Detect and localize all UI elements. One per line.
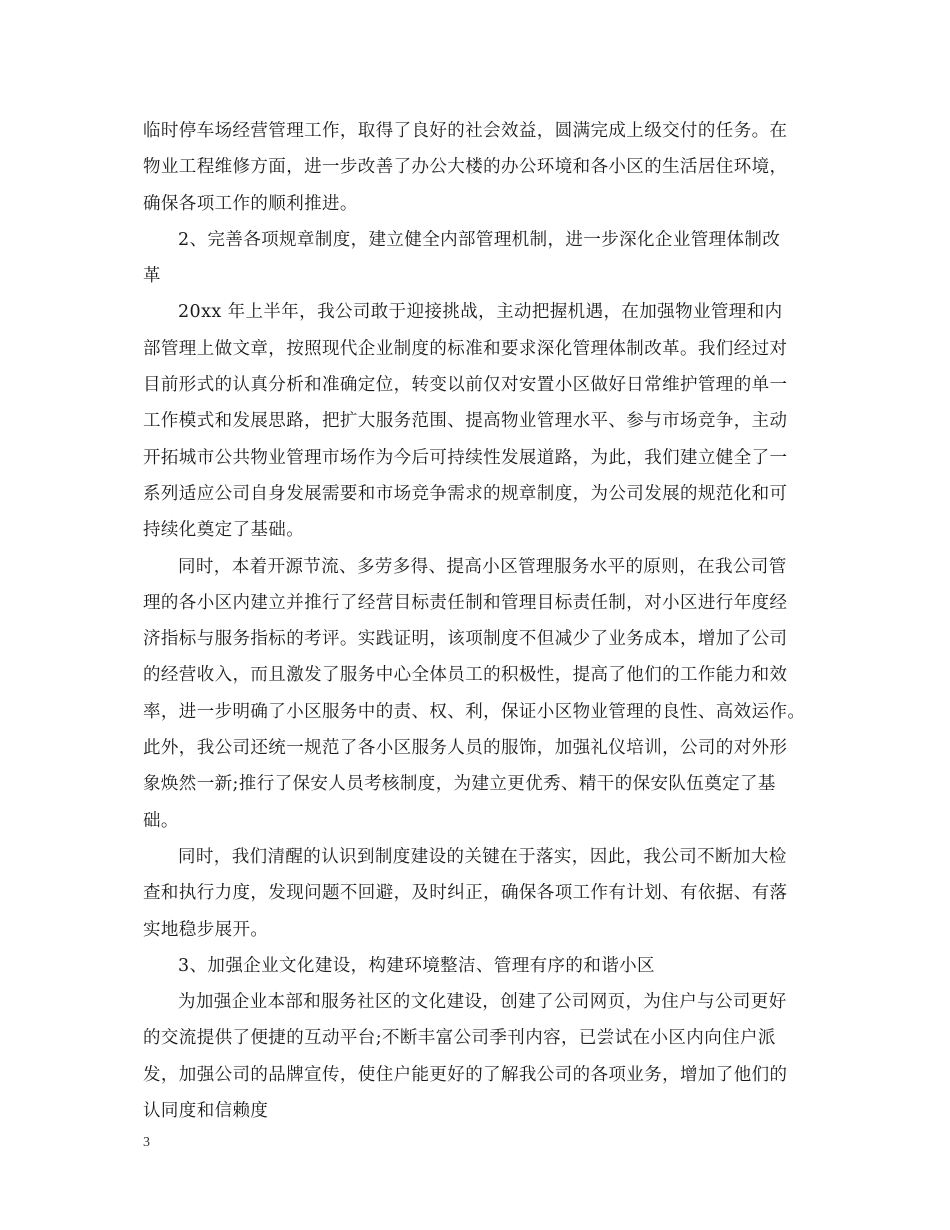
text-line: 确保各项工作的顺利推进。: [143, 193, 358, 214]
text-line: 础。: [143, 810, 179, 831]
section-heading-continued: 革: [143, 266, 161, 287]
text-line: 的交流提供了便捷的互动平台;不断丰富公司季刊内容，已尝试在小区内向住户派: [143, 1028, 776, 1049]
section-heading: 2、完善各项规章制度，建立健全内部管理机制，进一步深化企业管理体制改: [178, 229, 781, 250]
text-line: 象焕然一新;推行了保安人员考核制度，为建立更优秀、精干的保安队伍奠定了基: [143, 774, 776, 795]
text-line: 济指标与服务指标的考评。实践证明，该项制度不但减少了业务成本，增加了公司: [143, 629, 788, 650]
text-line: 率，进一步明确了小区服务中的责、权、利，保证小区物业管理的良性、高效运作。: [143, 701, 806, 722]
text-line: 开拓城市公共物业管理市场作为今后可持续性发展道路，为此，我们建立健全了一: [143, 447, 788, 468]
text-line: 部管理上做文章，按照现代企业制度的标准和要求深化管理体制改革。我们经过对: [143, 338, 788, 359]
document-body: [143, 113, 823, 1129]
paragraph-start: 20xx 年上半年，我公司敢于迎接挑战，主动把握机遇，在加强物业管理和内: [178, 302, 783, 323]
section-heading: 3、加强企业文化建设，构建环境整洁、管理有序的和谐小区: [178, 955, 655, 976]
text-line: 工作模式和发展思路，把扩大服务范围、提高物业管理水平、参与市场竞争，主动: [143, 411, 788, 432]
text-line: 目前形式的认真分析和准确定位，转变以前仅对安置小区做好日常维护管理的单一: [143, 375, 788, 396]
text-line: 系列适应公司自身发展需要和市场竞争需求的规章制度，为公司发展的规范化和可: [143, 483, 788, 504]
text-line: 认同度和信赖度: [143, 1101, 269, 1122]
page-number: 3: [143, 1135, 150, 1150]
text-line: 的经营收入，而且激发了服务中心全体员工的积极性，提高了他们的工作能力和效: [143, 665, 788, 686]
paragraph-start: 同时，我们清醒的认识到制度建设的关键在于落实，因此，我公司不断加大检: [178, 846, 787, 867]
text-line: 物业工程维修方面，进一步改善了办公大楼的办公环境和各小区的生活居住环境，: [143, 157, 788, 178]
paragraph-start: 为加强企业本部和服务社区的文化建设，创建了公司网页，为住户与公司更好: [178, 992, 787, 1013]
paragraph-start: 同时，本着开源节流、多劳多得、提高小区管理服务水平的原则，在我公司管: [178, 556, 787, 577]
text-line: 此外，我公司还统一规范了各小区服务人员的服饰，加强礼仪培训，公司的对外形: [143, 738, 788, 759]
text-line: 实地稳步展开。: [143, 919, 269, 940]
text-line: 理的各小区内建立并推行了经营目标责任制和管理目标责任制，对小区进行年度经: [143, 592, 788, 613]
text-line: 临时停车场经营管理工作，取得了良好的社会效益，圆满完成上级交付的任务。在: [143, 121, 788, 141]
text-line: 查和执行力度，发现问题不回避，及时纠正，确保各项工作有计划、有依据、有落: [143, 883, 788, 904]
text-line: 持续化奠定了基础。: [143, 520, 305, 541]
text-line: 发，加强公司的品牌宣传，使住户能更好的了解我公司的各项业务，增加了他们的: [143, 1064, 788, 1085]
